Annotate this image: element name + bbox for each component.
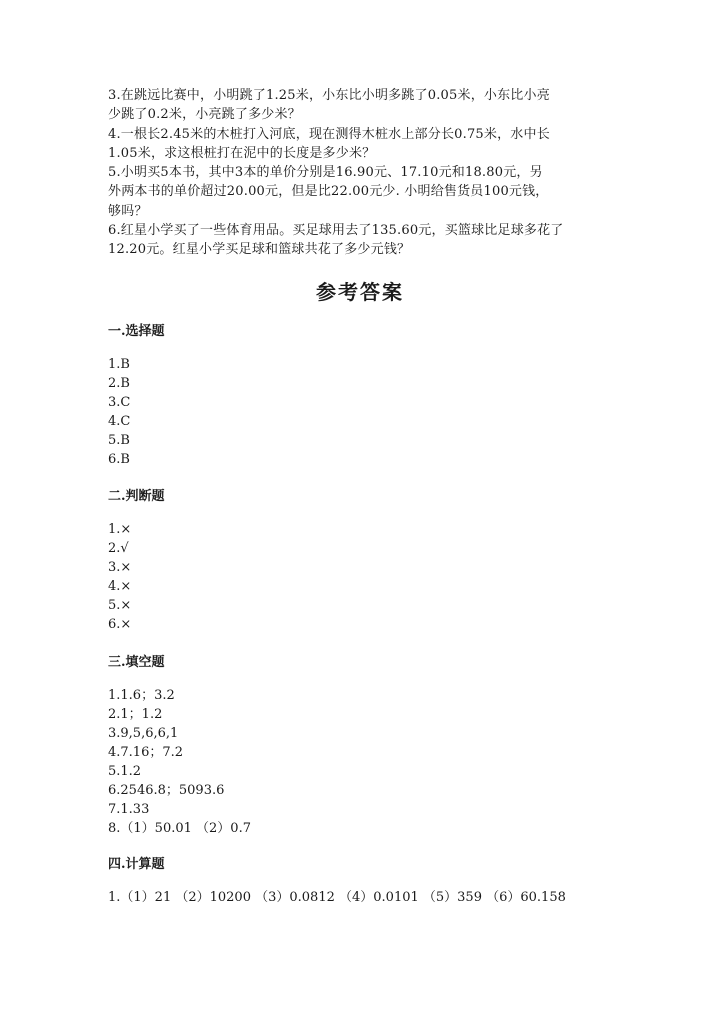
answer-list-choice [108,355,130,469]
answer-item: 1.（1）21 （2）10200 （3）0.0812 （4）0.0101 （5）359 （6）60.158 [108,890,566,905]
problem-line: 5.小明买5本书，其中3本的单价分别是16.90元、17.10元和18.80元，另 [108,165,543,181]
problem-line: 3.在跳远比赛中，小明跳了1.25米，小东比小明多跳了0.05米，小东比小亮 [108,88,550,103]
answer-key-title: 参考答案 [316,280,404,304]
problem-line: 够吗？ [108,203,148,219]
answer-list-fill-blank [108,686,251,838]
answer-item: 8.（1）50.01 （2）0.7 [108,821,251,836]
word-problems [108,86,618,260]
answer-item: 4.7.16；7.2 [108,745,184,760]
problem-line: 少跳了0.2米，小亮跳了多少米？ [108,107,301,123]
answer-item: 5.1.2 [108,764,142,779]
problem-line: 4.一根长2.45米的木桩打入河底，现在测得木桩水上部分长0.75米，水中长 [108,126,550,142]
answer-list-calculation [108,888,566,907]
problem-line: 外两本书的单价超过20.00元，但是比22.00元少. 小明给售货员100元钱， [108,184,549,200]
problem-line: 12.20元。红星小学买足球和篮球共花了多少元钱？ [108,242,411,258]
answer-item: 1.B [108,357,130,372]
answer-item: 7.1.33 [108,802,150,817]
answer-item: 5.× [108,598,132,613]
answer-list-judgment [108,520,131,634]
section-title-fill-blank: 三.填空题 [108,655,165,670]
answer-item: 6.× [108,617,132,632]
answer-item: 1.× [108,522,132,537]
problem-line: 1.05米，求这根桩打在泥中的长度是多少米？ [108,145,376,161]
answer-item: 3.× [108,560,132,575]
answer-item: 2.B [108,376,130,391]
answer-item: 2.1；1.2 [108,707,163,722]
answer-item: 3.C [108,395,131,410]
section-title-calculation: 四.计算题 [108,857,165,872]
section-title-choice: 一.选择题 [108,324,165,339]
answer-item: 6.B [108,452,130,467]
section-title-judgment: 二.判断题 [108,489,165,504]
answer-item: 5.B [108,433,130,448]
answer-item: 1.1.6；3.2 [108,688,175,703]
answer-item: 4.× [108,579,132,594]
problem-line: 6.红星小学买了一些体育用品。买足球用去了135.60元，买篮球比足球多花了 [108,223,564,239]
answer-item: 6.2546.8；5093.6 [108,783,225,798]
answer-item: 3.9,5,6,6,1 [108,726,179,741]
answer-item: 4.C [108,414,131,429]
answer-item: 2.√ [108,541,129,556]
